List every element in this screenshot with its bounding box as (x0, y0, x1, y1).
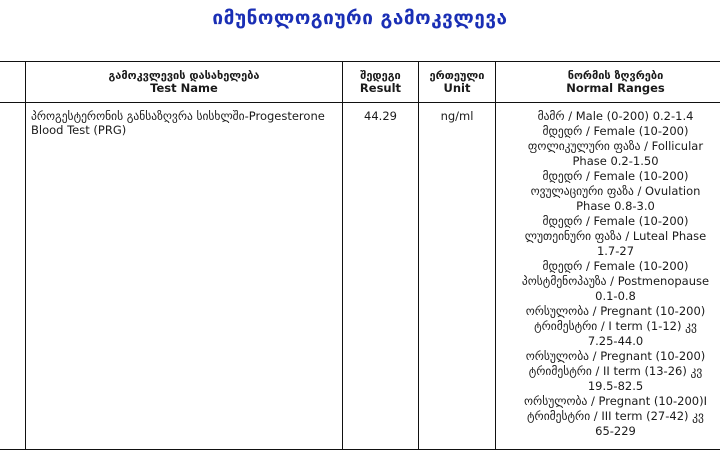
page-title: იმუნოლოგიური გამოკვლევა (212, 7, 508, 29)
table-row (0, 103, 720, 450)
test-name-cell: პროგესტერონის განსაზღვრა სისხლში-Progesterone Blood Test (PRG) (26, 103, 343, 450)
result-header-ka: შედეგი (360, 69, 401, 82)
result-value: 44.29 (343, 103, 419, 450)
range-header-en: Normal Ranges (566, 81, 665, 95)
index-cell (0, 103, 26, 450)
index-header (0, 62, 26, 103)
range-line: მდედრ / Female (10-200) (542, 259, 689, 273)
result-header (343, 62, 419, 103)
normal-ranges-cell (496, 103, 720, 450)
range-line: მდედრ / Female (10-200) (542, 124, 689, 138)
range-line: ლუთეინური ფაზა / Luteal Phase (524, 229, 707, 243)
range-line: 65-229 (595, 424, 636, 438)
range-line: 1.7-27 (596, 244, 635, 258)
unit-header (419, 62, 496, 103)
range-line: ტრიმესტრი / II term (13-26) კვ (528, 364, 703, 378)
range-header (496, 62, 720, 103)
range-line: 0.1-0.8 (595, 289, 636, 303)
range-line: მამრ / Male (0-200) 0.2-1.4 (537, 109, 694, 123)
range-line: ორსულობა / Pregnant (10-200)I (524, 394, 707, 408)
unit-header-ka: ერთეული (429, 69, 485, 82)
range-line: ორსულობა / Pregnant (10-200) (525, 304, 706, 318)
range-line: ტრიმესტრი / I term (1-12) კვ (534, 319, 697, 333)
range-line: ორსულობა / Pregnant (10-200) (525, 349, 706, 363)
test-name-header-en: Test Name (150, 81, 218, 95)
range-line: 19.5-82.5 (587, 379, 644, 393)
range-line: Phase 0.8-3.0 (576, 199, 655, 213)
unit-header-en: Unit (443, 81, 471, 95)
table-header-row (0, 62, 720, 103)
range-line: ოვულაციური ფაზა / Ovulation (530, 184, 701, 198)
range-line: Phase 0.2-1.50 (572, 154, 659, 168)
range-line: ტრიმესტრი / III term (27-42) კვ (527, 409, 704, 423)
range-line: ფოლიკულური ფაზა / Follicular (527, 139, 704, 153)
range-line: 7.25-44.0 (587, 334, 644, 348)
test-name-header (26, 62, 343, 103)
test-name-header-ka: გამოკვლევის დასახელება (108, 69, 260, 82)
unit-value: ng/ml (419, 103, 496, 450)
results-table (0, 61, 720, 450)
range-line: მდედრ / Female (10-200) (542, 214, 689, 228)
result-header-en: Result (359, 81, 402, 95)
range-line: პოსტმენოპაუზა / Postmenopause (521, 274, 710, 288)
range-line: მდედრ / Female (10-200) (542, 169, 689, 183)
range-header-ka: ნორმის ზღვრები (567, 69, 664, 82)
